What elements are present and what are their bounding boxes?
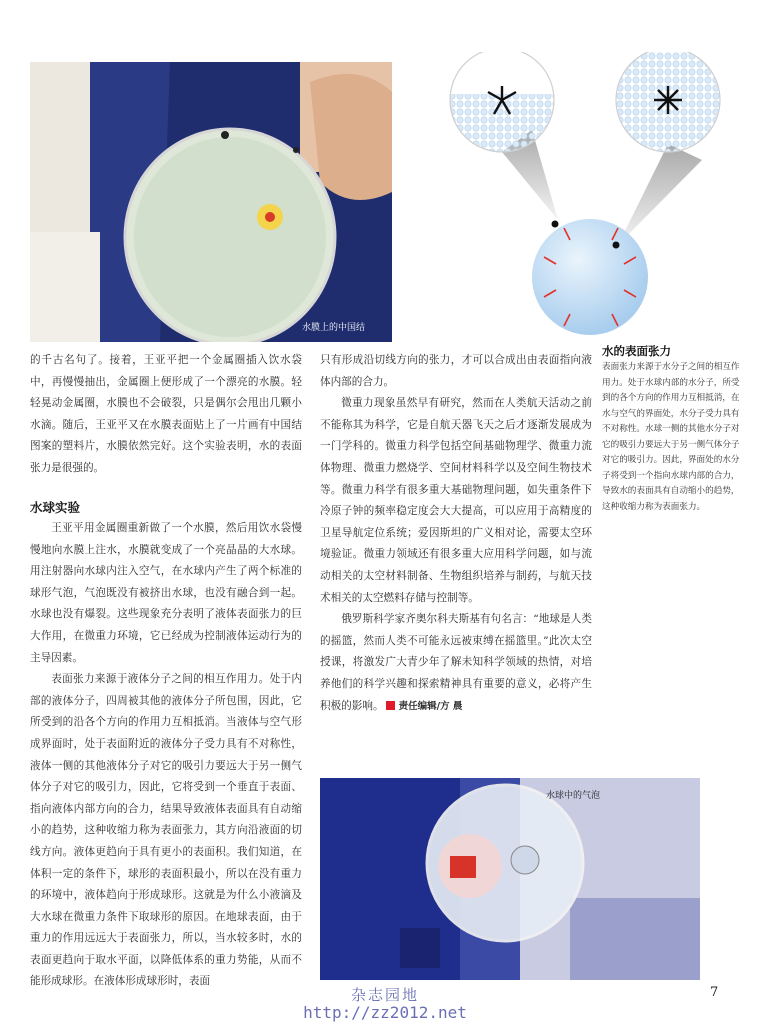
end-mark-icon <box>386 701 395 710</box>
watermark-title: 杂志园地 <box>350 986 419 1004</box>
surface-tension-diagram-svg <box>440 52 760 342</box>
col2-paragraph-2: 微重力现象虽然早有研究，然而在人类航天活动之前不能称其为科学，它是自航天器飞天之后才逐渐发展成为一门学科的。微重力科学包括空间基础物理学、微重力流体物理、微重力燃烧学、空间材料科学以及空间生物技术等。微重力科学有很多重大基础物理问题，如失重条件下冷原子钟的频率稳定度会大大提高，可以应用于高精度的卫星导航定位系统；爱因斯坦的广义相对论，需要太空环境验证。微重力领域还有很多重大应用科学问题，如与流动相关的太空材料制备、生物组织培养与制药，与航天技术相关的太空燃料存储与控制等。 <box>320 397 592 604</box>
surface-tension-diagram <box>440 52 760 342</box>
editor-credit: 责任编辑/方 晨 <box>398 700 463 712</box>
col1-paragraph-2: 王亚平用金属圈重新做了一个水膜，然后用饮水袋慢慢地向水膜上注水，水膜就变成了一个亮晶晶的大水球。用注射器向水球内注入空气，在水球内产生了两个标准的球形气泡，气泡既没有被挤出水球，也没有融合到一起。水球也没有爆裂。这些现象充分表明了液体表面张力的巨大作用，在微重力环境，它已经成为控制液体运动行为的主导因素。 <box>30 522 302 664</box>
column-1 <box>30 350 302 480</box>
column-1-continued <box>30 518 302 993</box>
top-photo <box>30 62 392 342</box>
right-force-arrows-icon <box>654 86 682 114</box>
bottom-photo-caption: 水球中的气泡 <box>546 790 601 800</box>
col2-paragraph-3-text: 俄罗斯科学家齐奥尔科夫斯基有句名言：“地球是人类的摇篮，然而人类不可能永远被束缚在摇篮里。”此次太空授课，将激发广大青少年了解未知科学领域的热情，对培养他们的科学兴趣和探索精神具有重要的意义，必将产生积极的影响。 <box>320 613 592 712</box>
bottom-photo-illustration <box>320 778 700 980</box>
top-photo-caption: 水膜上的中国结 <box>302 322 366 332</box>
col1-paragraph-3: 表面张力来源于液体分子之间的相互作用力。处于内部的液体分子，四周被其他的液体分子所包围，因此，它所受到的沿各个方向的作用力互相抵消。当液体与空气形成界面时，处于表面附近的液体分子受力具有不对称性，液体一侧的其他液体分子对它的吸引力要远大于另一侧气体分子对它的吸引力，因此，它将受到一个垂直于表面、指向液体内部方向的合力，结果导致液体表面具有自动缩小的趋势，这种收缩力称为表面张力，其方向沿液面的切线方向。液体更趋向于具有更小的表面积。我们知道，在体积一定的条件下，球形的表面积最小，所以在没有重力的环境中，液体趋向于形成球形。这就是为什么小液滴及大水球在微重力条件下取球形的原因。在地球表面，由于重力的作用远远大于表面张力，所以，当水较多时，水的表面更趋向于取水平面，以降低体系的重力势能，从而不能形成球形。在液体形成球形时，表面 <box>30 673 302 988</box>
watermark-url: http://zz2012.net <box>303 1003 467 1022</box>
water-sphere <box>532 219 648 335</box>
bottom-photo <box>320 778 700 980</box>
col2-paragraph-3 <box>320 609 592 717</box>
col1-paragraph-1: 的千古名句了。接着，王亚平把一个金属圈插入饮水袋中，再慢慢抽出，金属圈上便形成了一个漂亮的水膜。轻轻晃动金属圈，水膜也不会破裂，只是偶尔会甩出几颗小水滴。随后，王亚平又在水膜表面贴上了一片画有中国结图案的塑料片，水膜依然完好。这个实验表明，水的表面张力是很强的。 <box>30 354 302 474</box>
section-heading: 水球实验 <box>30 500 81 515</box>
column-2 <box>320 350 592 717</box>
col2-paragraph-1: 只有形成沿切线方向的张力，才可以合成出由表面指向液体内部的合力。 <box>320 354 592 388</box>
sidebar-text: 表面张力来源于水分子之间的相互作用力。处于水球内部的水分子，所受到的各个方向的作用力互相抵消，在水与空气的界面处，水分子受力具有不对称性。水球一侧的其他水分子对它的吸引力要远大于另一侧气体分子对它的吸引力。因此，界面处的水分子将受到一个指向水球内部的合力，导致水的表面具有自动缩小的趋势，这种收缩力称为表面张力。 <box>602 362 740 512</box>
page-number: 7 <box>710 985 719 1000</box>
sidebar-title: 水的表面张力 <box>602 344 671 358</box>
top-photo-illustration <box>30 62 392 342</box>
